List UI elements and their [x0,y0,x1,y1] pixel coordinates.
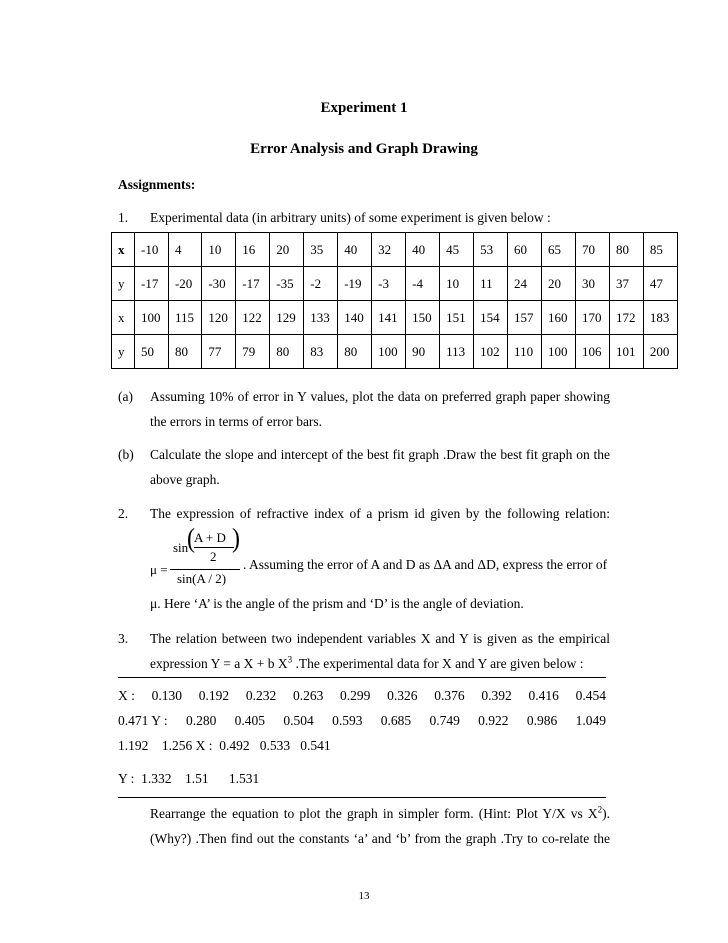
eq-after-text: . Assuming the error of A and D as ΔA and ΔD, express the error of [243,557,608,572]
table-cell: -3 [372,267,406,301]
eq-sin: sin [173,540,189,555]
data-value: 0.454 [575,688,606,703]
eq-two: 2 [210,549,217,564]
part-b-text [150,442,610,492]
data-value: 0.986 [526,713,558,728]
part-b-line2: above graph. [150,472,220,487]
table-cell: 150 [406,301,440,335]
eq-main-fraction-bar [170,569,240,570]
table-cell: 79 [236,335,270,369]
table-cell: 200 [643,335,677,369]
data-value: 0.749 [429,713,460,728]
data-line-3: 1.192 1.256 X : 0.492 0.533 0.541 [118,738,331,753]
table-cell: 102 [474,335,508,369]
table-cell: 133 [304,301,338,335]
data-value: 0.130 [151,688,182,703]
assignments-label: Assignments: [118,177,196,192]
q3-line2-pre: expression Y = a X + b X [150,656,288,671]
table-cell: 113 [440,335,474,369]
table-cell: 37 [609,267,643,301]
table-row [112,301,678,335]
data-value: X : [118,688,135,703]
table-cell: 140 [338,301,372,335]
table-cell: 120 [202,301,236,335]
part-b-label: (b) [118,447,134,462]
q2-line1-wrap [150,501,610,526]
table-cell: 90 [406,335,440,369]
data-line-4: Y : 1.332 1.51 1.531 [118,771,260,786]
data-table [111,232,678,369]
table-row-label: y [112,267,135,301]
table-cell: 83 [304,335,338,369]
table-cell: -17 [135,267,169,301]
table-cell: 100 [135,301,169,335]
page-number: 13 [358,890,370,902]
table-cell: 115 [168,301,201,335]
table-row [112,267,678,301]
q3-number: 3. [118,631,129,646]
experiment-subtitle: Error Analysis and Graph Drawing [250,141,478,157]
hint-line [150,801,610,826]
bottom-rule [118,797,606,798]
table-cell: -20 [168,267,201,301]
table-row-label: y [112,335,135,369]
table-cell: 157 [508,301,542,335]
table-cell: 129 [270,301,304,335]
table-cell: -10 [135,233,169,267]
eq-denominator: sin(A / 2) [177,571,227,586]
table-cell: 172 [609,301,643,335]
data-value: 0.192 [198,688,230,703]
hint-text [150,801,610,851]
table-cell: 80 [338,335,372,369]
table-cell: 32 [372,233,406,267]
table-cell: 35 [304,233,338,267]
data-value: 0.922 [478,713,509,728]
data-value: 0.593 [332,713,363,728]
table-cell: 101 [609,335,643,369]
eq-inner-fraction-bar [194,547,234,548]
q3-line2 [150,651,610,676]
data-value: 0.405 [234,713,266,728]
data-value: 0.504 [283,713,314,728]
data-value: 0.232 [245,688,277,703]
part-b-line1: Calculate the slope and intercept of the best fit graph .Draw the best fit graph on the [150,447,610,462]
eq-numerator: A + D [194,530,226,545]
top-rule [118,677,606,678]
table-cell: 10 [440,267,474,301]
q2-number: 2. [118,506,129,521]
experiment-title: Experiment 1 [320,100,408,116]
table-cell: 11 [474,267,508,301]
q1-text: Experimental data (in arbitrary units) of some experiment is given below : [150,210,551,225]
table-cell: -35 [270,267,304,301]
table-cell: 16 [236,233,270,267]
q2-line3: μ. Here ‘A’ is the angle of the prism and ‘D’ is the angle of deviation. [150,596,524,611]
table-cell: 77 [202,335,236,369]
table-cell: 170 [575,301,609,335]
data-value: 0.326 [387,688,418,703]
table-cell: 70 [575,233,609,267]
eq-mu: μ = [150,562,168,577]
table-cell: 65 [542,233,576,267]
table-cell: -30 [202,267,236,301]
part-a-text [150,384,610,434]
data-value: 0.280 [185,713,217,728]
table-cell: 20 [270,233,304,267]
table-cell: 122 [236,301,270,335]
table-cell: -2 [304,267,338,301]
hint-last-line: (Why?) .Then find out the constants ‘a’ and ‘b’ from the graph .Try to co-relate the [150,831,610,846]
table-cell: 80 [609,233,643,267]
data-line-1 [118,688,606,704]
table-cell: 47 [643,267,677,301]
table-cell: 100 [542,335,576,369]
table-cell: 20 [542,267,576,301]
table-cell: 106 [575,335,609,369]
table-cell: 30 [575,267,609,301]
table-cell: 80 [270,335,304,369]
table-cell: 183 [643,301,677,335]
table-cell: -4 [406,267,440,301]
table-row-label: x [112,301,135,335]
hint-post: ). [602,806,610,821]
table-cell: 45 [440,233,474,267]
part-a-label: (a) [118,389,133,404]
table-row [112,233,678,267]
data-value: 0.392 [481,688,512,703]
table-cell: 85 [643,233,677,267]
q3-line1: The relation between two independent variables X and Y is given as the empirical [150,631,610,646]
q3-text [150,626,610,676]
table-cell: -17 [236,267,270,301]
q2-line1: The expression of refractive index of a prism id given by the following relation: [150,506,610,521]
table-cell: 40 [338,233,372,267]
table-cell: -19 [338,267,372,301]
table-cell: 80 [168,335,201,369]
data-line-2 [118,713,606,729]
table-cell: 154 [474,301,508,335]
table-cell: 151 [440,301,474,335]
q3-line2-exponent: 3 [287,654,293,665]
table-cell: 53 [474,233,508,267]
table-cell: 10 [202,233,236,267]
table-cell: 4 [168,233,201,267]
table-cell: 110 [508,335,542,369]
table-cell: 160 [542,301,576,335]
part-a-line1: Assuming 10% of error in Y values, plot the data on preferred graph paper showing [150,389,610,404]
data-value: 0.376 [434,688,465,703]
data-value: 0.416 [528,688,559,703]
q1-number: 1. [118,210,129,225]
hint-exponent: 2 [597,804,603,815]
table-cell: 24 [508,267,542,301]
data-value: 0.685 [380,713,412,728]
data-value: 0.263 [292,688,324,703]
eq-right-paren: ) [232,523,240,554]
q3-line2-post: .The experimental data for X and Y are given below : [292,656,584,671]
data-value: 1.049 [575,713,606,728]
table-cell: 141 [372,301,406,335]
table-cell: 50 [135,335,169,369]
hint-pre: Rearrange the equation to plot the graph in simpler form. (Hint: Plot Y/X vs X [150,806,598,821]
data-value: 0.299 [340,688,371,703]
table-row-label: x [112,233,135,267]
table-cell: 100 [372,335,406,369]
table-cell: 60 [508,233,542,267]
table-cell: 40 [406,233,440,267]
table-row [112,335,678,369]
part-a-line2: the errors in terms of error bars. [150,414,323,429]
data-value: 0.471 Y : [118,713,168,728]
eq-left-paren: ( [187,523,195,554]
